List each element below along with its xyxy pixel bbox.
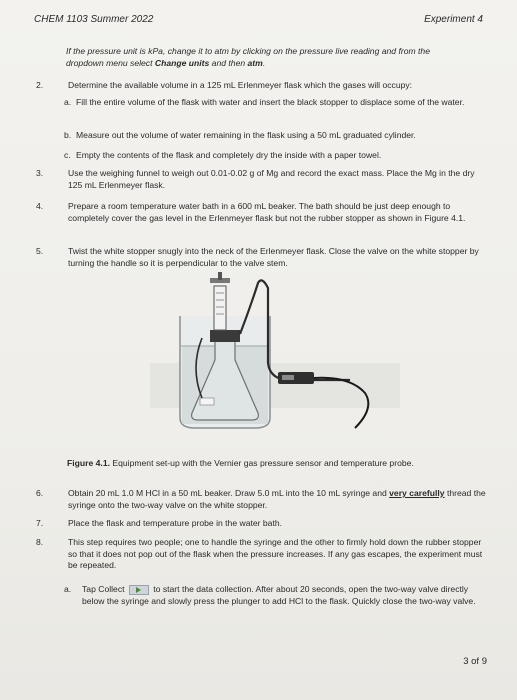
- step-text: Determine the available volume in a 125 mL Erlenmeyer flask which the gases will occupy:: [68, 80, 413, 90]
- page-number: 3 of 9: [463, 656, 487, 667]
- document-page: CHEM 1103 Summer 2022 Experiment 4 If the pressure unit is kPa, change it to atm by clicking on the pressure live reading and from the dropdown menu select Change units and then atm. 2. Determine the available volume in a 125 mL Erlenmeyer flask which the gases will occupy: a. Fill the entire volume of the flask with water and insert the black stopper to displace some of the water. b. Measure out the volume of water remaining in the flask using a 50 mL graduated cylinder. c. Empty the contents of the flask and completely dry the inside with a paper towel. 3. Use the weighing funnel to weigh out 0.01-0.02 g of Mg and record the exact mass. Place the Mg in the dry 125 mL Erlenmeyer flask. 4. Prepare a room temperature water bath in a 600 mL beaker. The bath should be just deep enough to completely cover the gas level in the Erlenmeyer flask but not the rubber stopper as shown in Figure 4.1. 5. Twist the white stopper snugly into the neck of the Erlenmeyer flask. Close the valve on the white stopper by turning the handle so it is perpendicular to the valve stem. Figure 4.1. Equipment set-up with the Vernier gas pressure sensor and temperature probe. 6. Obtain 20 mL 1.0 M HCl in a 50 mL beaker. Draw 5.0 mL into the 10 mL syringe and very carefully thread the syringe onto the two-way valve on the white stopper. 7. Place the flask and temperature probe in the water bath. 8. This step requires two people; one to handle the syringe and the other to firmly hold down the rubber stopper so that it does not pop out of the flask when the pressure increases. If any gas escapes, the experiment must be repeated. a. Tap Collect to start the data collection. After about 20 seconds, open the two-way valve directly below the syringe and slowly press the plunger to add HCl to the flask. Quickly close the two-way valve. 3 of 9: [0, 0, 517, 700]
- temperature-probe-tip: [200, 398, 214, 405]
- pressure-sensor: [278, 372, 314, 384]
- step-number: 2.: [36, 80, 44, 90]
- equipment-figure: [150, 268, 400, 443]
- experiment-header: Experiment 4: [424, 14, 483, 25]
- course-header: CHEM 1103 Summer 2022: [34, 14, 154, 25]
- figure-caption: Figure 4.1. Equipment set-up with the Vernier gas pressure sensor and temperature probe.: [67, 458, 414, 468]
- collect-button-icon: [129, 585, 149, 595]
- rubber-stopper: [210, 330, 240, 342]
- pressure-unit-note: If the pressure unit is kPa, change it to atm by clicking on the pressure live reading and from the dropdown menu select Change units and then atm.: [66, 46, 430, 68]
